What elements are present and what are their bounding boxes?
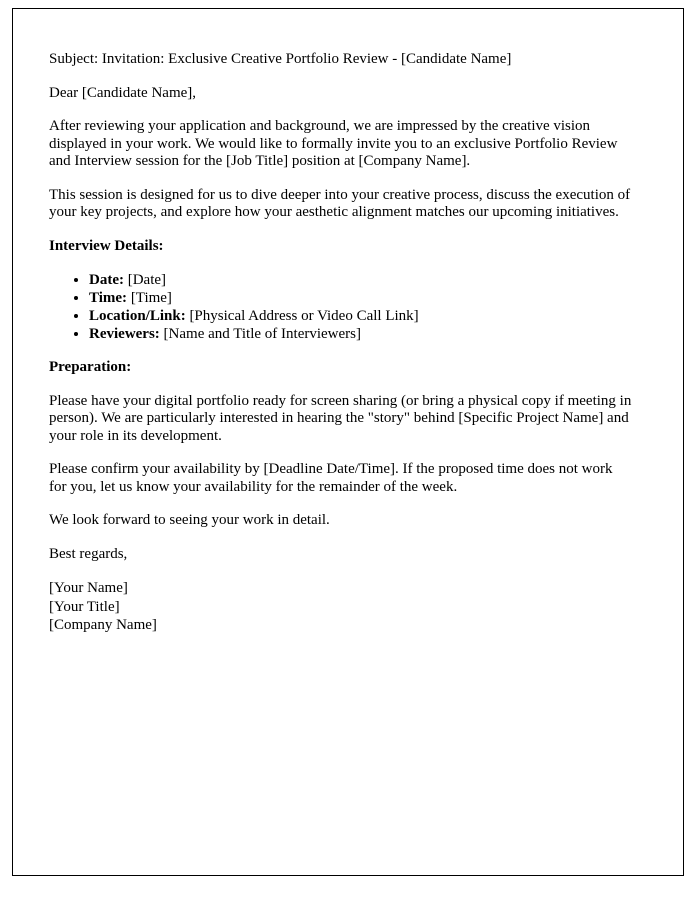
list-item xyxy=(89,325,633,343)
interview-details-list xyxy=(49,271,633,343)
detail-label: Reviewers: xyxy=(89,326,160,342)
signature-company: [Company Name] xyxy=(49,617,157,633)
session-purpose-paragraph: This session is designed for us to dive deeper into your creative process, discuss the execution of your key projects, and explore how your aesthetic alignment matches our upcoming initiatives. xyxy=(49,186,631,220)
signature-block xyxy=(49,579,633,635)
greeting: Dear [Candidate Name], xyxy=(49,84,197,101)
letter-content xyxy=(13,9,683,635)
detail-value: [Date] xyxy=(127,272,167,288)
signoff: Best regards, xyxy=(49,545,128,562)
detail-value: [Physical Address or Video Call Link] xyxy=(189,308,419,324)
closing-line: We look forward to seeing your work in detail. xyxy=(49,512,330,528)
detail-label: Date: xyxy=(89,272,124,288)
intro-paragraph: After reviewing your application and background, we are impressed by the creative vision displayed in your work. We would like to formally invite you to an exclusive Portfolio Review and Interview session for the [Job Title] position at [Company Name]. xyxy=(49,118,618,169)
detail-label: Time: xyxy=(89,290,128,306)
detail-label: Location/Link: xyxy=(89,308,186,324)
detail-value: [Time] xyxy=(130,290,172,306)
preparation-heading: Preparation: xyxy=(49,359,132,375)
signature-name: [Your Name] xyxy=(49,580,128,596)
list-item xyxy=(89,307,633,325)
letter-frame xyxy=(12,8,684,876)
confirm-availability-paragraph: Please confirm your availability by [Deadline Date/Time]. If the proposed time does not work for you, let us know your availability for the remainder of the week. xyxy=(49,461,613,495)
list-item xyxy=(89,271,633,289)
detail-value: [Name and Title of Interviewers] xyxy=(163,326,361,342)
signature-title: [Your Title] xyxy=(49,598,120,615)
portfolio-instructions-paragraph: Please have your digital portfolio ready for screen sharing (or bring a physical copy if meeting in person). We are particularly interested in hearing the "story" behind [Specific Project Name] and your role in its development. xyxy=(49,392,632,444)
interview-details-heading: Interview Details: xyxy=(49,237,164,254)
list-item xyxy=(89,289,633,307)
subject-line: Subject: Invitation: Exclusive Creative Portfolio Review - [Candidate Name] xyxy=(49,51,512,67)
